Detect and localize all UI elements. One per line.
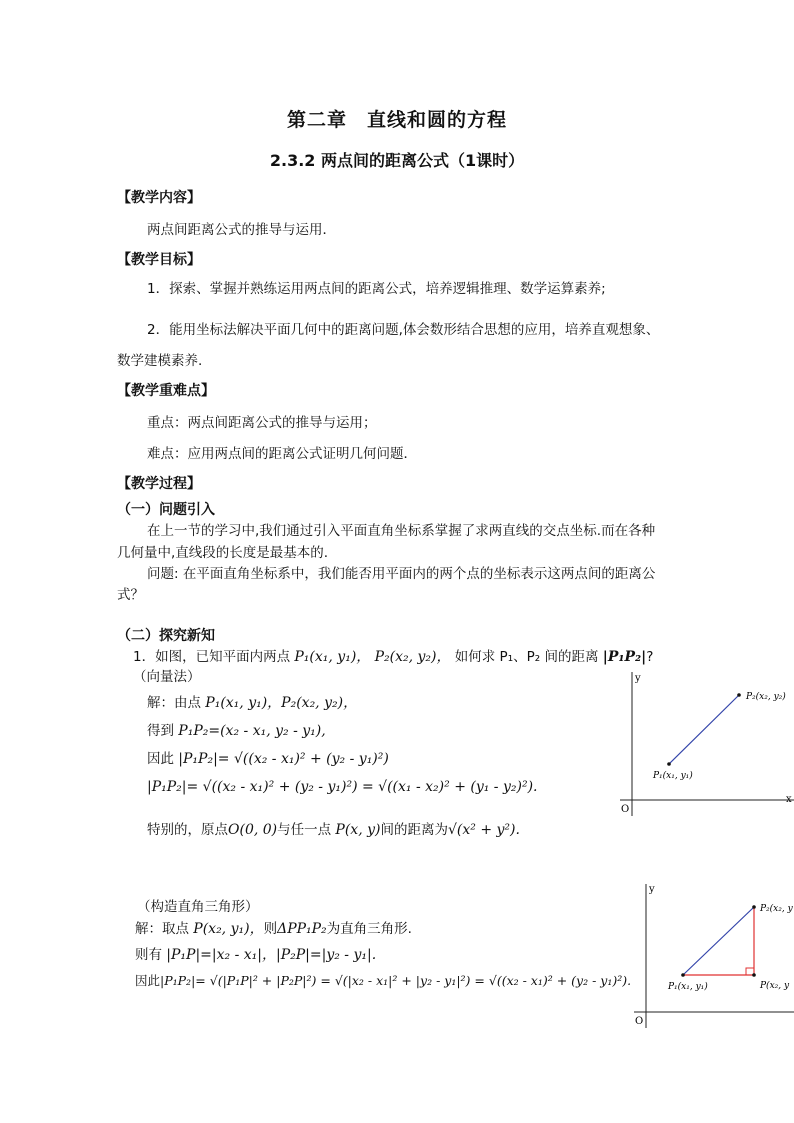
figure-2-p-label: P(x₂, y xyxy=(760,981,790,991)
triangle-step-1-point: P(x₂, y₁)， xyxy=(193,921,264,937)
triangle-step-3 xyxy=(135,971,631,989)
section-heading-goals: 【教学目标】 xyxy=(117,252,201,268)
figure-2-point-p1 xyxy=(681,973,685,977)
method-vector-label: （向量法） xyxy=(133,669,201,685)
triangle-step-2-prefix: 则有 xyxy=(135,947,162,963)
lesson-title: 2.3.2 两点间的距离公式（1课时） xyxy=(269,151,525,170)
triangle-step-1 xyxy=(135,917,412,938)
intro-line-2: 几何量中,直线段的长度是最基本的. xyxy=(117,545,329,561)
section-heading-process: 【教学过程】 xyxy=(117,476,201,492)
question-1-mark: ? xyxy=(646,649,654,665)
figure-1-origin: O xyxy=(621,804,630,815)
vector-step-1-math: P₁(x₁, y₁)，P₂(x₂, y₂)， xyxy=(205,695,358,711)
vector-step-3 xyxy=(147,747,389,767)
content-text: 两点间距离公式的推导与运用． xyxy=(147,222,336,238)
figure-1-point-p2 xyxy=(737,693,741,697)
method-triangle-label: （构造直角三角形） xyxy=(137,899,259,915)
vector-step-2-prefix: 得到 xyxy=(147,723,174,739)
special-case xyxy=(147,818,520,838)
triangle-step-3-math: |P₁P₂|= √(|P₁P|² + |P₂P|²) = √(|x₂ - x₁|² + |y₂ - y₁|²) = √((x₂ - x₁)² + (y₂ - y₁)²). xyxy=(160,973,632,988)
triangle-step-2 xyxy=(135,943,376,964)
intro-line-1: 在上一节的学习中,我们通过引入平面直角坐标系掌握了求两直线的交点坐标.而在各种 xyxy=(147,523,656,539)
question-1-prefix: 1．如图，已知平面内两点 xyxy=(133,649,291,665)
figure-1-point-p1 xyxy=(667,762,671,766)
figure-2-y-label: y xyxy=(649,884,655,895)
question-1 xyxy=(133,645,653,666)
figure-1-p1-label: P₁(x₁, y₁) xyxy=(653,771,693,781)
intro-line-3: 问题: 在平面直角坐标系中，我们能否用平面内的两个点的坐标表示这两点间的距离公 xyxy=(147,566,656,582)
special-case-formula: √(x² + y²). xyxy=(447,822,520,838)
figure-2-origin: O xyxy=(635,1016,644,1027)
triangle-step-1-mid: 则 xyxy=(263,921,278,937)
figure-2-point-p2 xyxy=(752,905,756,909)
vector-step-1 xyxy=(147,691,357,712)
intro-line-4: 式？ xyxy=(117,587,144,603)
key-point-text: 重点：两点间距离公式的推导与运用； xyxy=(147,415,377,431)
special-case-suffix: 间的距离为 xyxy=(380,822,448,838)
triangle-step-2-math: |P₁P|=|x₂ - x₁|，|P₂P|=|y₂ - y₁|. xyxy=(166,947,377,963)
figure-2-hypotenuse xyxy=(683,907,754,975)
goal-item-1: 1．探索、掌握并熟练运用两点间的距离公式，培养逻辑推理、数学运算素养; xyxy=(147,281,606,297)
figure-2-p1-label: P₁(x₁, y₁) xyxy=(668,982,708,992)
special-case-point: P(x, y) xyxy=(335,822,381,838)
figure-2-diagram xyxy=(628,880,794,1030)
question-1-mid: 如何求 P₁、P₂ 间的距离 xyxy=(454,649,599,665)
question-1-abs: |P₁P₂| xyxy=(602,649,647,665)
goal-item-2-line2: 数学建模素养. xyxy=(117,353,203,369)
figure-1-p2-label: P₂(x₂, y₂) xyxy=(746,692,786,702)
special-case-mid: 与任一点 xyxy=(277,822,332,838)
vector-step-4-math: |P₁P₂|= √((x₂ - x₁)² + (y₂ - y₁)²) = √((x₁ - x₂)² + (y₁ - y₂)²). xyxy=(147,779,538,795)
vector-step-1-prefix: 解：由点 xyxy=(147,695,201,711)
figure-1-y-label: y xyxy=(635,673,641,684)
special-case-prefix: 特别的，原点 xyxy=(147,822,228,838)
figure-1-x-label: x xyxy=(786,794,792,805)
vector-step-2 xyxy=(147,719,326,739)
question-1-point-p1: P₁(x₁, y₁)， xyxy=(294,649,371,665)
section-heading-content: 【教学内容】 xyxy=(117,190,201,206)
vector-step-4 xyxy=(147,779,538,795)
figure-2-point-p xyxy=(752,973,756,977)
triangle-step-1-suffix: 为直角三角形. xyxy=(326,921,412,937)
subsection-heading-explore: （二）探究新知 xyxy=(117,628,215,644)
triangle-step-1-triangle: ΔPP₁P₂ xyxy=(277,921,327,937)
vector-step-3-prefix: 因此 xyxy=(147,751,174,767)
goal-item-2-line1: 2．能用坐标法解决平面几何中的距离问题,体会数形结合思想的应用，培养直观想象、 xyxy=(147,322,660,338)
vector-step-2-math: P₁P₂=(x₂ - x₁, y₂ - y₁), xyxy=(178,723,326,739)
figure-2-p2-label: P₂(x₂, y xyxy=(760,904,793,914)
figure-1-diagram xyxy=(612,668,794,820)
subsection-heading-intro: （一）问题引入 xyxy=(117,502,215,518)
difficult-point-text: 难点：应用两点间的距离公式证明几何问题． xyxy=(147,446,417,462)
triangle-step-3-prefix: 因此 xyxy=(135,973,161,988)
question-1-point-p2: P₂(x₂, y₂)， xyxy=(374,649,451,665)
figure-1-segment xyxy=(669,695,739,764)
vector-step-3-math: |P₁P₂|= √((x₂ - x₁)² + (y₂ - y₁)²) xyxy=(178,751,389,767)
section-heading-key-points: 【教学重难点】 xyxy=(117,383,215,399)
chapter-title: 第二章 直线和圆的方程 xyxy=(286,109,507,131)
triangle-step-1-prefix: 解：取点 xyxy=(135,921,189,937)
special-case-origin: O(0, 0) xyxy=(228,822,278,838)
